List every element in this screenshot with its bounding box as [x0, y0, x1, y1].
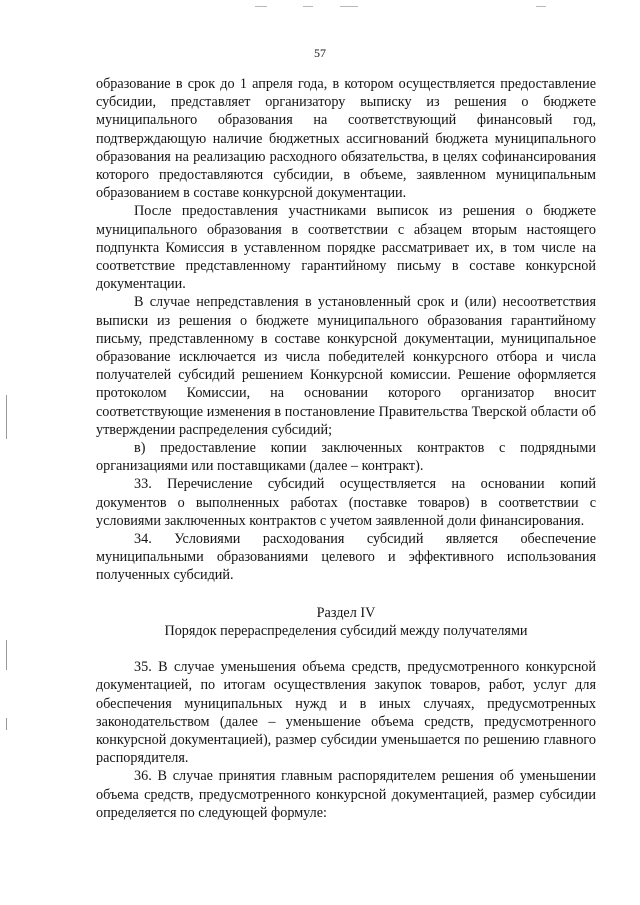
paragraph: 36. В случае принятия главным распорядителем решения об уменьшении объема средств, предусмотренного конкурсной документацией, размер субсидии определяется по следующей формуле: [96, 768, 596, 821]
scan-artifact [303, 6, 313, 7]
section-title: Порядок перераспределения субсидий между получателями [164, 622, 528, 639]
page-number: 57 [314, 46, 326, 60]
paragraph: В случае непредставления в установленный срок и (или) несоответствия выписки из решения о бюджете муниципального образования гарантийному письму, представленному в составе конкурсной документации, муниципальное образование исключается из числа победителей конкурсного отбора и числа получателей субсидий решением Конкурсной комиссии. Решение оформляется протоколом Комиссии, на основании которого организатор вносит соответствующие изменения в постановление Правительства Тверской области об утверждении распределения субсидий; [96, 294, 596, 438]
paragraph: 33. Перечисление субсидий осуществляется на основании копий документов о выполненных работах (поставке товаров) в соответствии с условиями заключенных контрактов с учетом заявленной доли финансирования. [96, 476, 596, 529]
document-body [96, 75, 596, 822]
paragraph: в) предоставление копии заключенных контрактов с подрядными организациями или поставщиками (далее – контракт). [96, 440, 596, 475]
section-number: Раздел IV [316, 604, 376, 621]
paragraph: После предоставления участниками выписок из решения о бюджете муниципального образования в соответствии с абзацем вторым настоящего подпункта Комиссия в уставленном порядке рассматривает их, в том числе на соответствие представленному гарантийному письму в составе конкурсной документации. [96, 203, 596, 293]
scan-artifact [6, 395, 7, 439]
paragraph: 34. Условиями расходования субсидий является обеспечение муниципальными образованиями целевого и эффективного использования полученных субсидий. [96, 531, 596, 584]
scan-artifact [6, 640, 7, 670]
paragraph: образование в срок до 1 апреля года, в котором осуществляется предоставление субсидии, представляет организатору выписку из решения о бюджете муниципального образования на соответствующий финансовый год, подтверждающую наличие бюджетных ассигнований бюджета муниципального образования на реализацию расходного обязательства, в целях софинансирования которого предоставляются субсидии, в объеме, заявленном муниципальным образованием в составе конкурсной документации. [96, 76, 596, 202]
scan-artifact [255, 6, 267, 7]
paragraph: 35. В случае уменьшения объема средств, предусмотренного конкурсной документацией, по итогам осуществления закупок товаров, работ, услуг для обеспечения муниципальных нужд и в иных случаях, предусмотренных законодательством (далее – уменьшение объема средств, предусмотренного конкурсной документацией), размер субсидии уменьшается по решению главного распорядителя. [96, 659, 596, 767]
scan-artifact [6, 718, 7, 730]
scan-artifact [536, 6, 546, 7]
scan-artifact [340, 6, 358, 7]
